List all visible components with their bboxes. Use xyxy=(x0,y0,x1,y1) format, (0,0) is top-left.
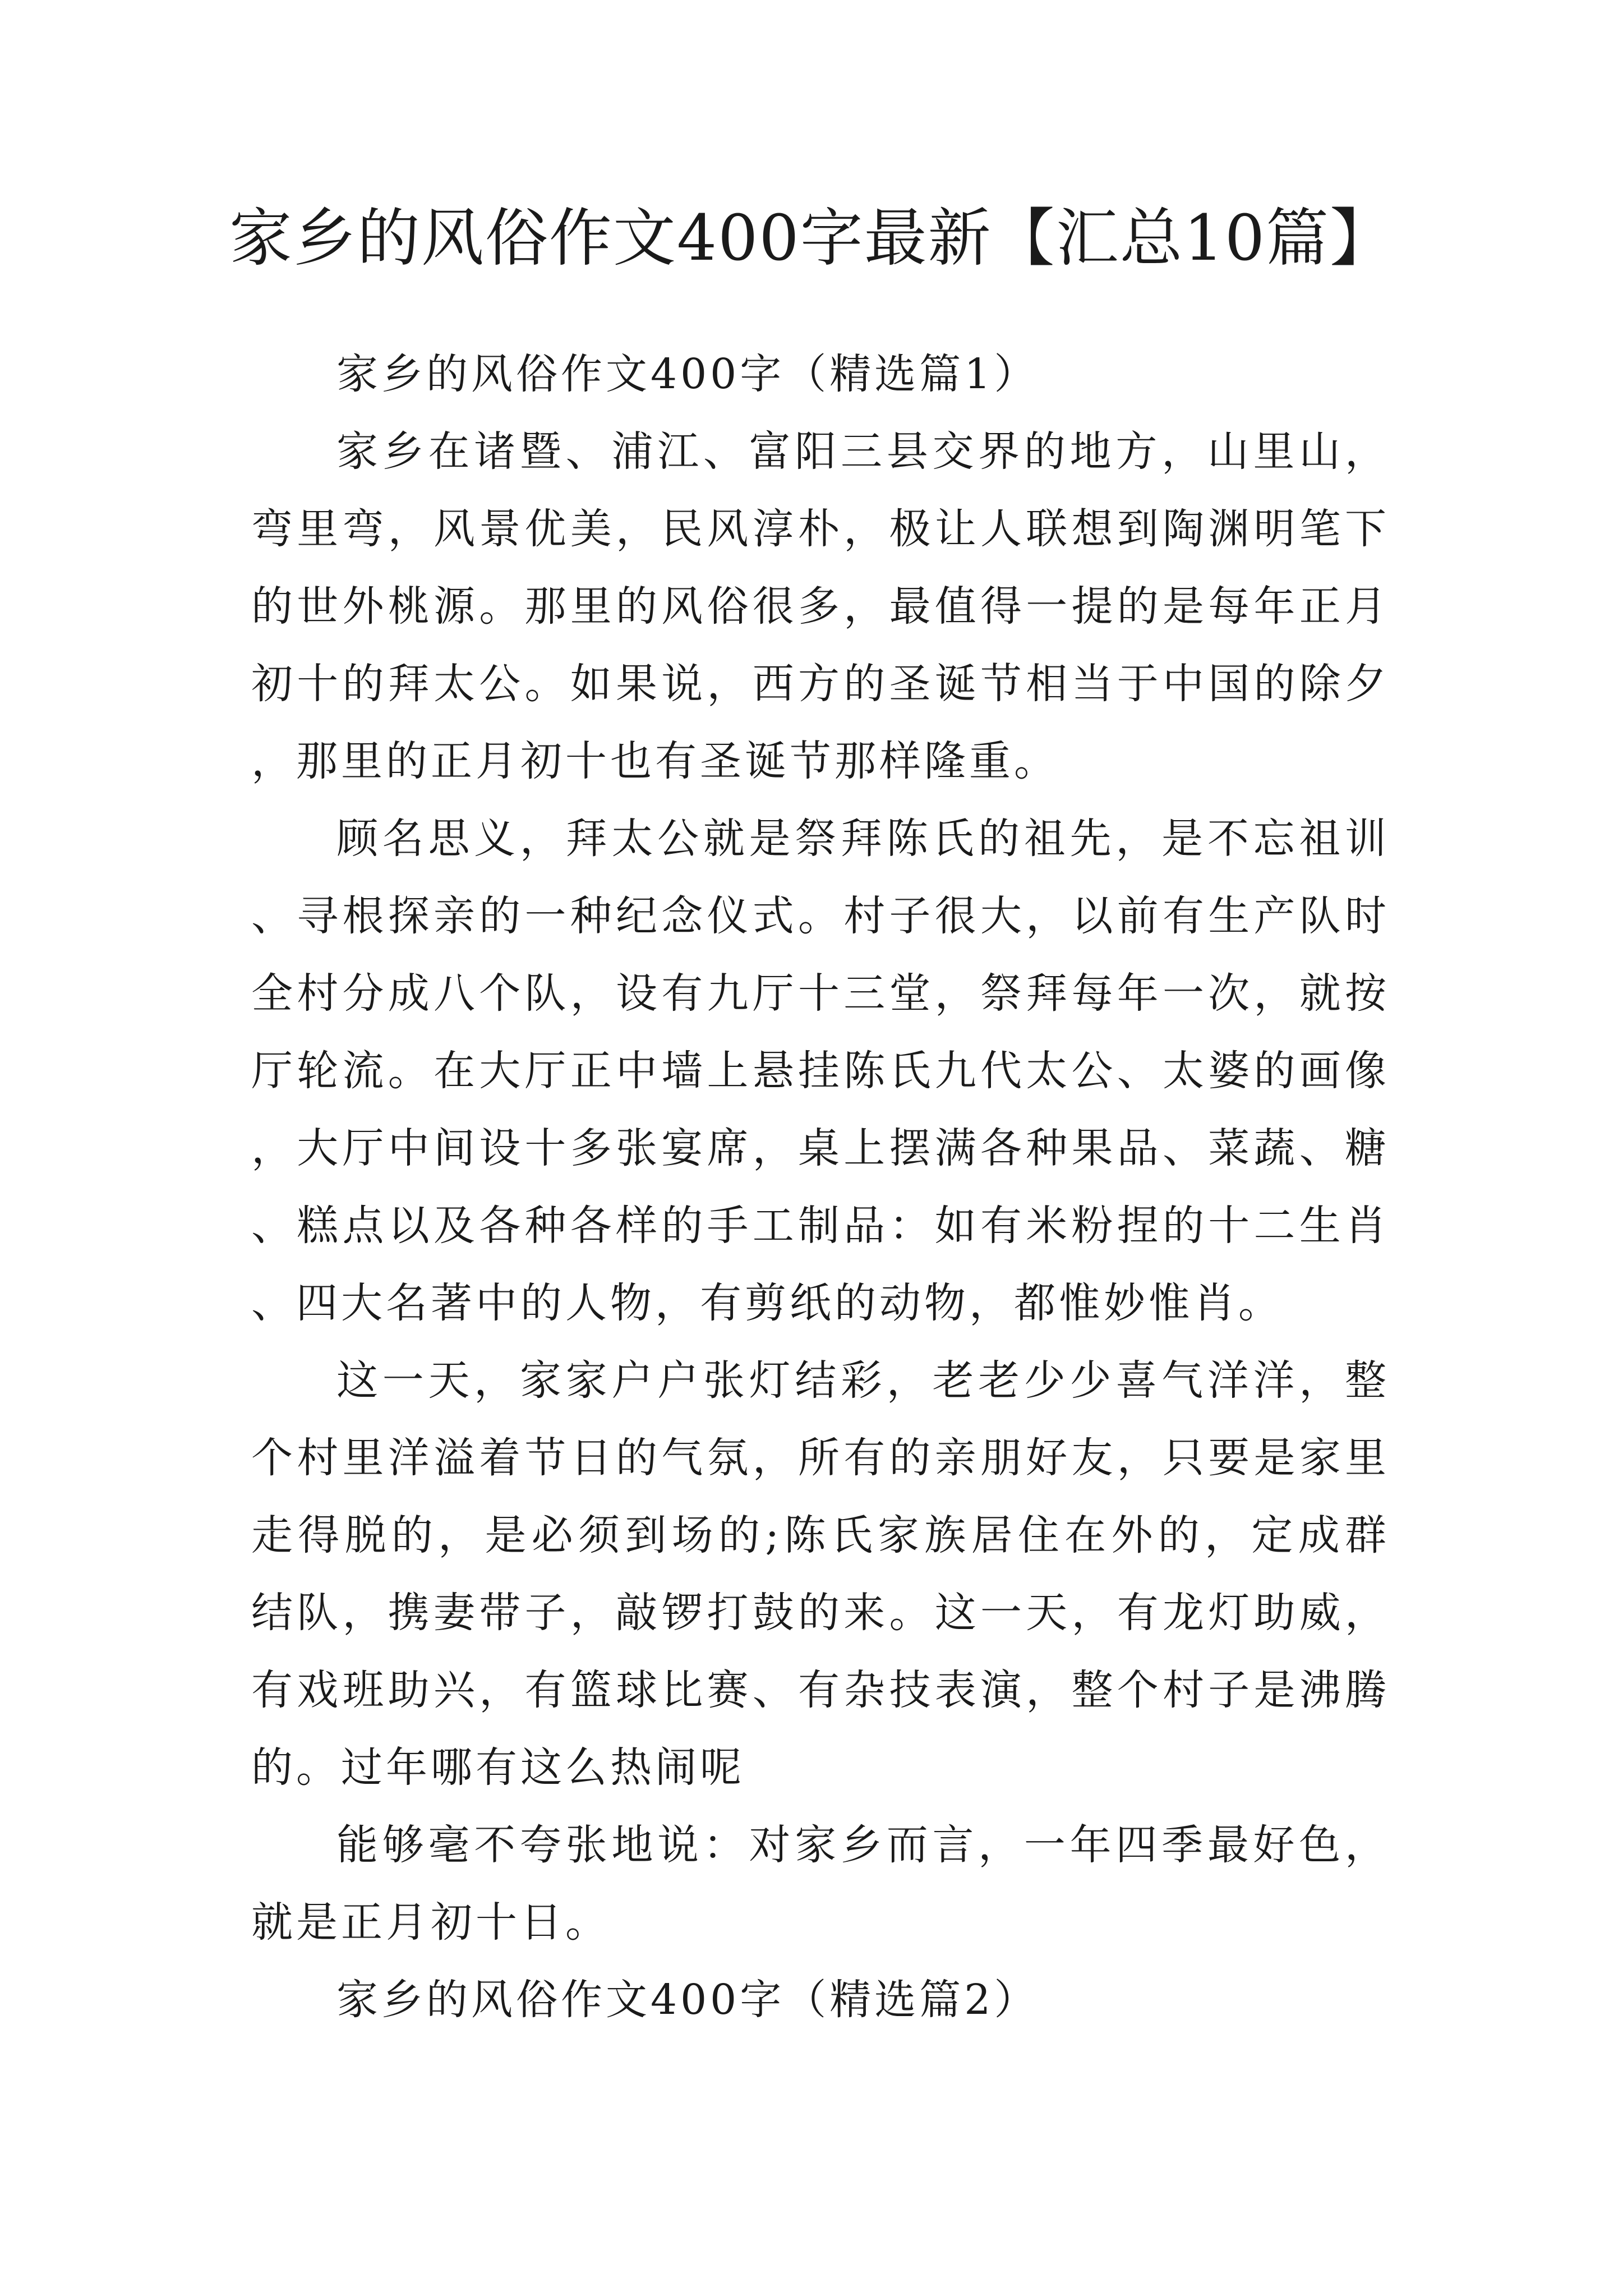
document-body xyxy=(251,335,1390,2039)
section-heading: 家乡的风俗作文400字（精选篇1） xyxy=(336,350,1039,398)
document-title: 家乡的风俗作文400字最新【汇总10篇】 xyxy=(229,202,1394,275)
body-paragraph: 这一天，家家户户张灯结彩，老老少少喜气洋洋，整个村里洋溢着节日的气氛，所有的亲朋好友，只要是家里走得脱的，是必须到场的;陈氏家族居住在外的，定成群结队，携妻带子，敲锣打鼓的来。这一天，有龙灯助威，有戏班助兴，有篮球比赛、有杂技表演，整个村子是沸腾的。过年哪有这么热闹呢 xyxy=(251,1356,1390,1792)
section-heading: 家乡的风俗作文400字（精选篇2） xyxy=(336,1976,1039,2024)
body-paragraph: 顾名思义，拜太公就是祭拜陈氏的祖先，是不忘祖训、寻根探亲的一种纪念仪式。村子很大，以前有生产队时全村分成八个队，设有九厅十三堂，祭拜每年一次，就按厅轮流。在大厅正中墙上悬挂陈氏九代太公、太婆的画像，大厅中间设十多张宴席，桌上摆满各种果品、菜蔬、糖、糕点以及各种各样的手工制品：如有米粉捏的十二生肖、四大名著中的人物，有剪纸的动物，都惟妙惟肖。 xyxy=(251,815,1390,1327)
body-paragraph: 能够毫不夸张地说：对家乡而言，一年四季最好色，就是正月初十日。 xyxy=(251,1821,1390,1947)
body-paragraph: 家乡在诸暨、浦江、富阳三县交界的地方，山里山，弯里弯，风景优美，民风淳朴，极让人联想到陶渊明笔下的世外桃源。那里的风俗很多，最值得一提的是每年正月初十的拜太公。如果说，西方的圣诞节相当于中国的除夕，那里的正月初十也有圣诞节那样隆重。 xyxy=(251,427,1390,785)
